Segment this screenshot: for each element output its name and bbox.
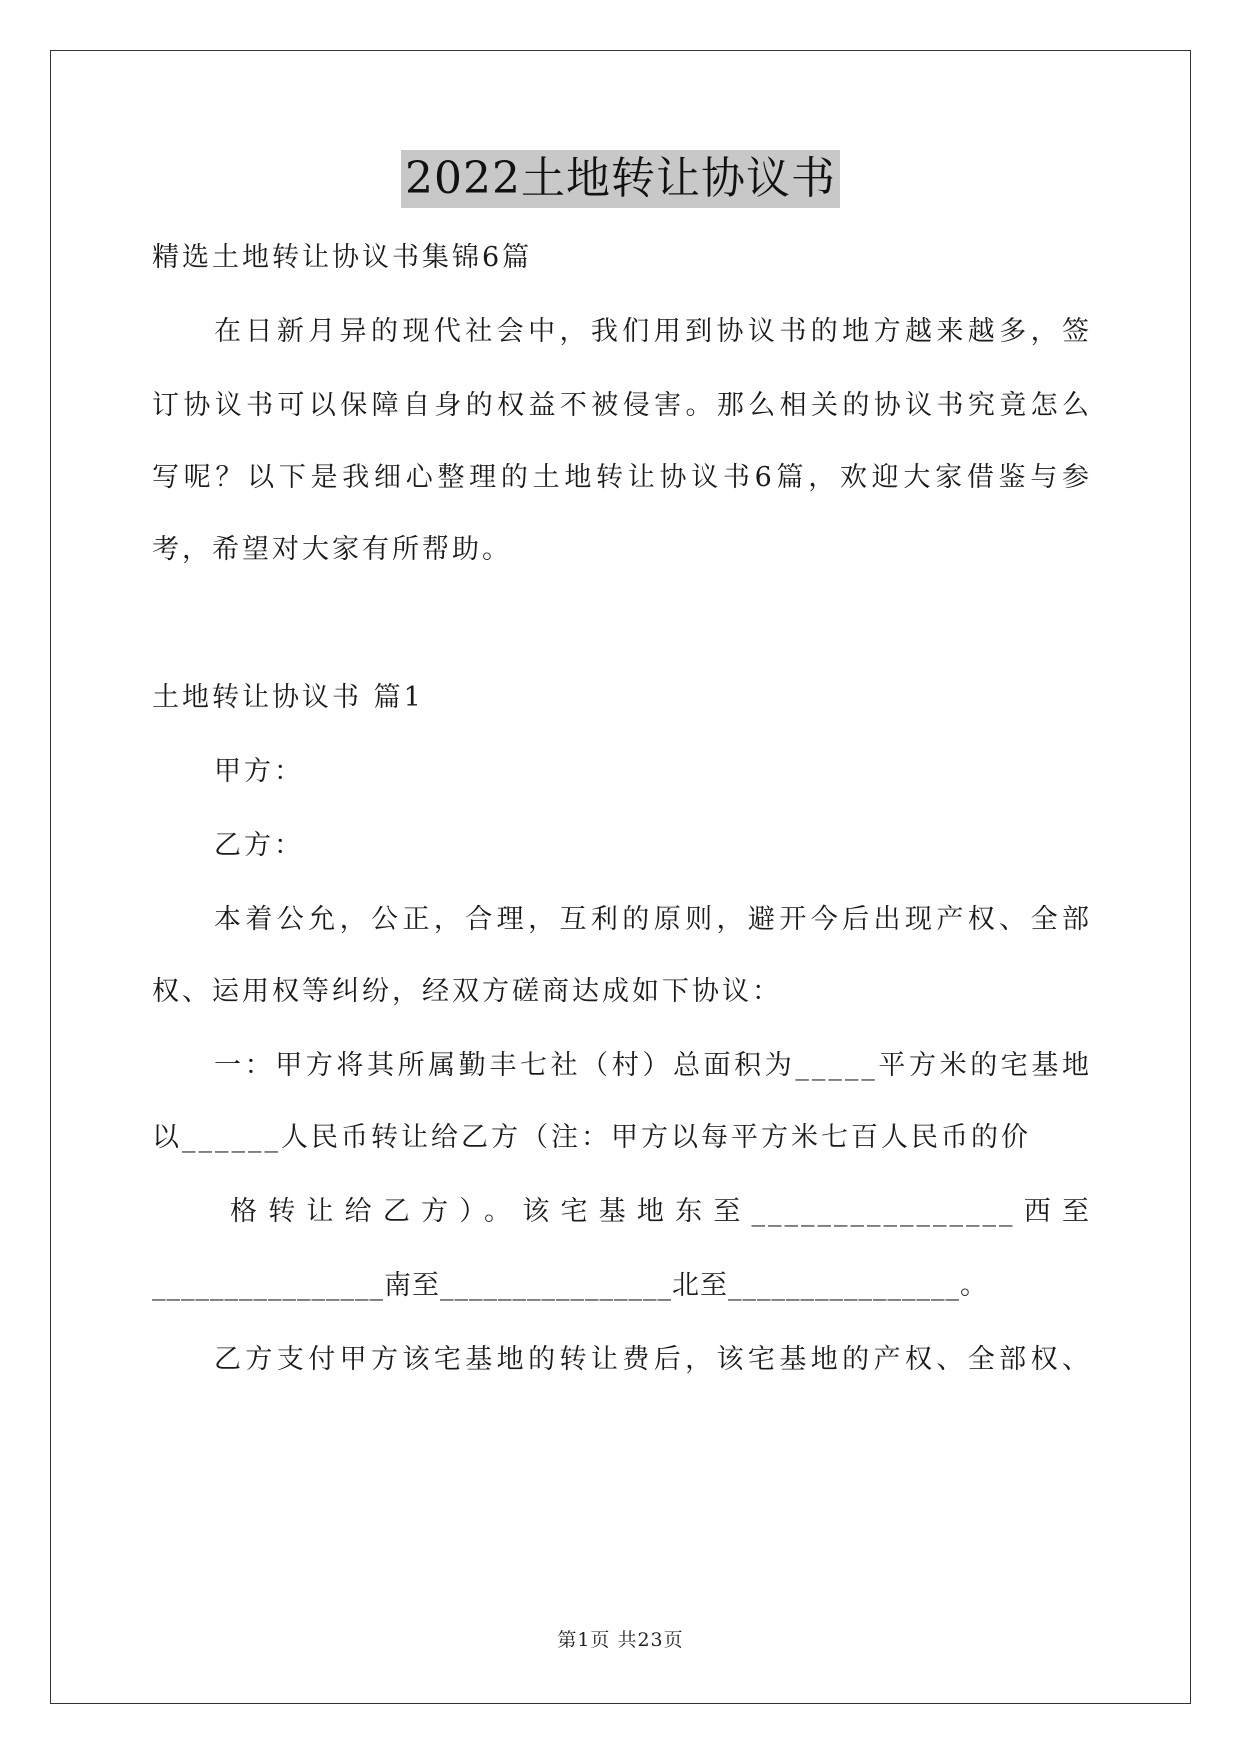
- intro-line-2: 订协议书可以保障自身的权益不被侵害。那么相关的协议书究竟怎么: [152, 390, 1092, 421]
- party-b-label: 乙方：: [214, 830, 304, 861]
- section-heading: 土地转让协议书 篇1: [152, 682, 424, 713]
- document-subtitle: 精选土地转让协议书集锦6篇: [152, 242, 533, 273]
- body-line-7: 乙方支付甲方该宅基地的转让费后，该宅基地的产权、全部权、: [214, 1344, 1092, 1375]
- intro-line-3: 写呢？以下是我细心整理的土地转让协议书6篇，欢迎大家借鉴与参: [152, 462, 1092, 493]
- intro-line-4: 考，希望对大家有所帮助。: [152, 534, 512, 565]
- title-container: [0, 150, 1241, 208]
- body-line-1: 本着公允，公正，合理，互利的原则，避开今后出现产权、全部: [214, 904, 1092, 935]
- body-line-4: 以______人民币转让给乙方（注：甲方以每平方米七百人民币的价: [152, 1122, 1031, 1153]
- intro-line-1: 在日新月异的现代社会中，我们用到协议书的地方越来越多，签: [214, 316, 1092, 347]
- body-line-5: 格转让给乙方）。该宅基地东至________________西至: [230, 1196, 1092, 1227]
- body-line-2: 权、运用权等纠纷，经双方磋商达成如下协议：: [152, 976, 782, 1007]
- page-border: [50, 50, 1191, 1704]
- body-line-3: 一：甲方将其所属勤丰七社（村）总面积为_____平方米的宅基地: [214, 1050, 1092, 1081]
- party-a-label: 甲方：: [214, 756, 304, 787]
- page-number-footer: 第1页 共23页: [557, 1629, 684, 1651]
- document-title: 2022土地转让协议书: [401, 150, 840, 208]
- body-line-6: ________________南至________________北至________________。: [152, 1270, 988, 1301]
